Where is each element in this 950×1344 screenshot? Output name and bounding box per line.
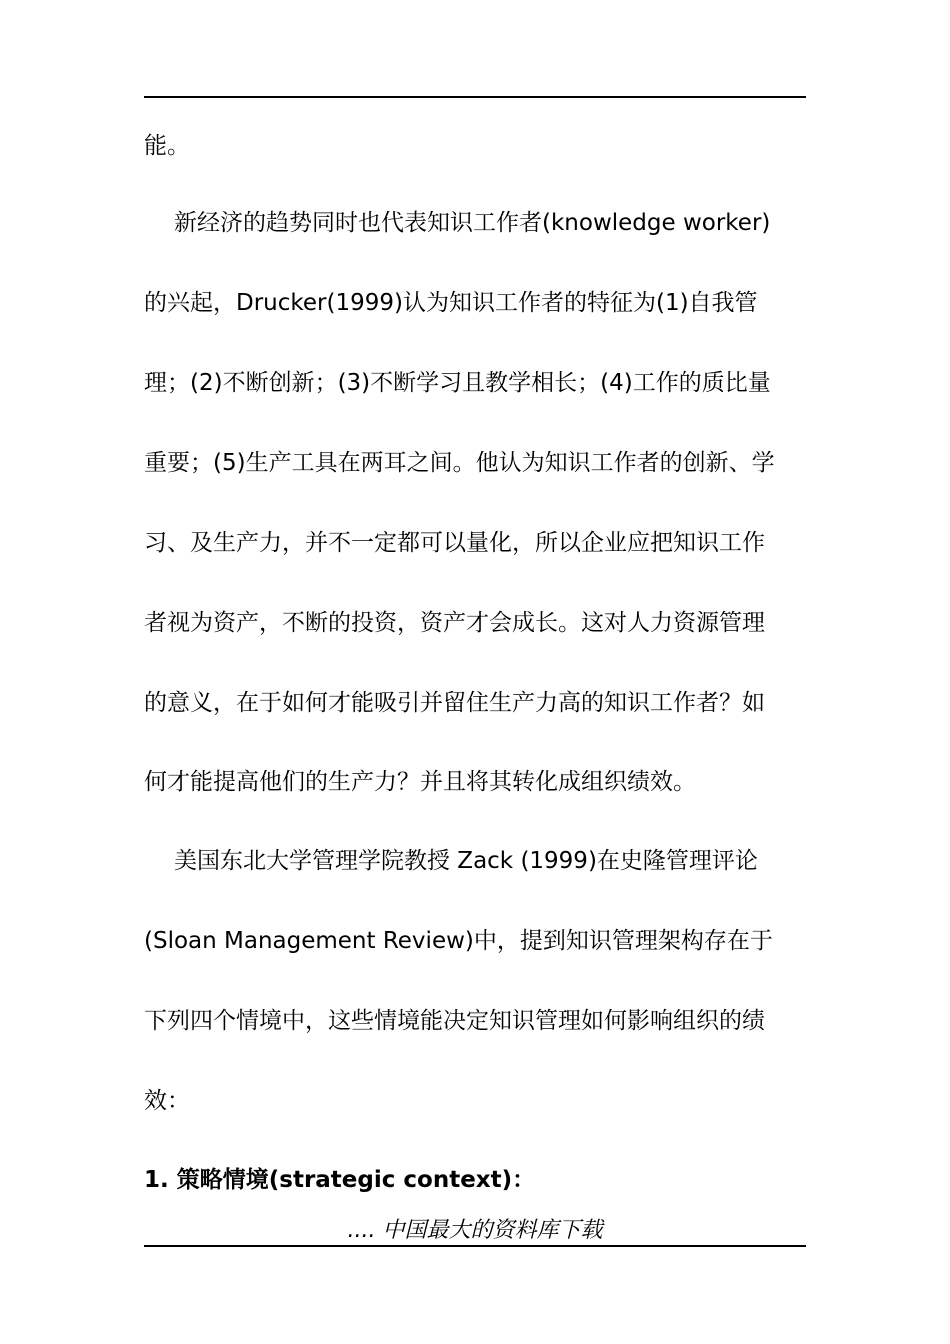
text-line: 下列四个情境中，这些情境能决定知识管理如何影响组织的绩 (144, 1008, 765, 1034)
section-heading: 1. 策略情境(strategic context)： (144, 1167, 536, 1193)
text-line: 习、及生产力，并不一定都可以量化，所以企业应把知识工作 (144, 530, 765, 556)
footer-text: .... 中国最大的资料库下载 (347, 1218, 603, 1243)
footer-rule (144, 1245, 806, 1247)
text-line: 美国东北大学管理学院教授 Zack (1999)在史隆管理评论 (174, 848, 758, 874)
text-line: 者视为资产，不断的投资，资产才会成长。这对人力资源管理 (144, 610, 765, 636)
text-line: (Sloan Management Review)中，提到知识管理架构存在于 (144, 928, 773, 954)
text-line: 理；(2)不断创新；(3)不断学习且教学相长；(4)工作的质比量 (144, 370, 771, 396)
text-line: 效： (144, 1088, 190, 1114)
header-rule (144, 96, 806, 98)
text-line: 重要；(5)生产工具在两耳之间。他认为知识工作者的创新、学 (144, 450, 775, 476)
text-line: 的意义，在于如何才能吸引并留住生产力高的知识工作者？如 (144, 690, 765, 716)
text-line: 新经济的趋势同时也代表知识工作者(knowledge worker) (174, 210, 771, 236)
text-line: 能。 (144, 133, 190, 159)
text-line: 何才能提高他们的生产力？并且将其转化成组织绩效。 (144, 769, 696, 795)
text-line: 的兴起，Drucker(1999)认为知识工作者的特征为(1)自我管 (144, 290, 758, 316)
